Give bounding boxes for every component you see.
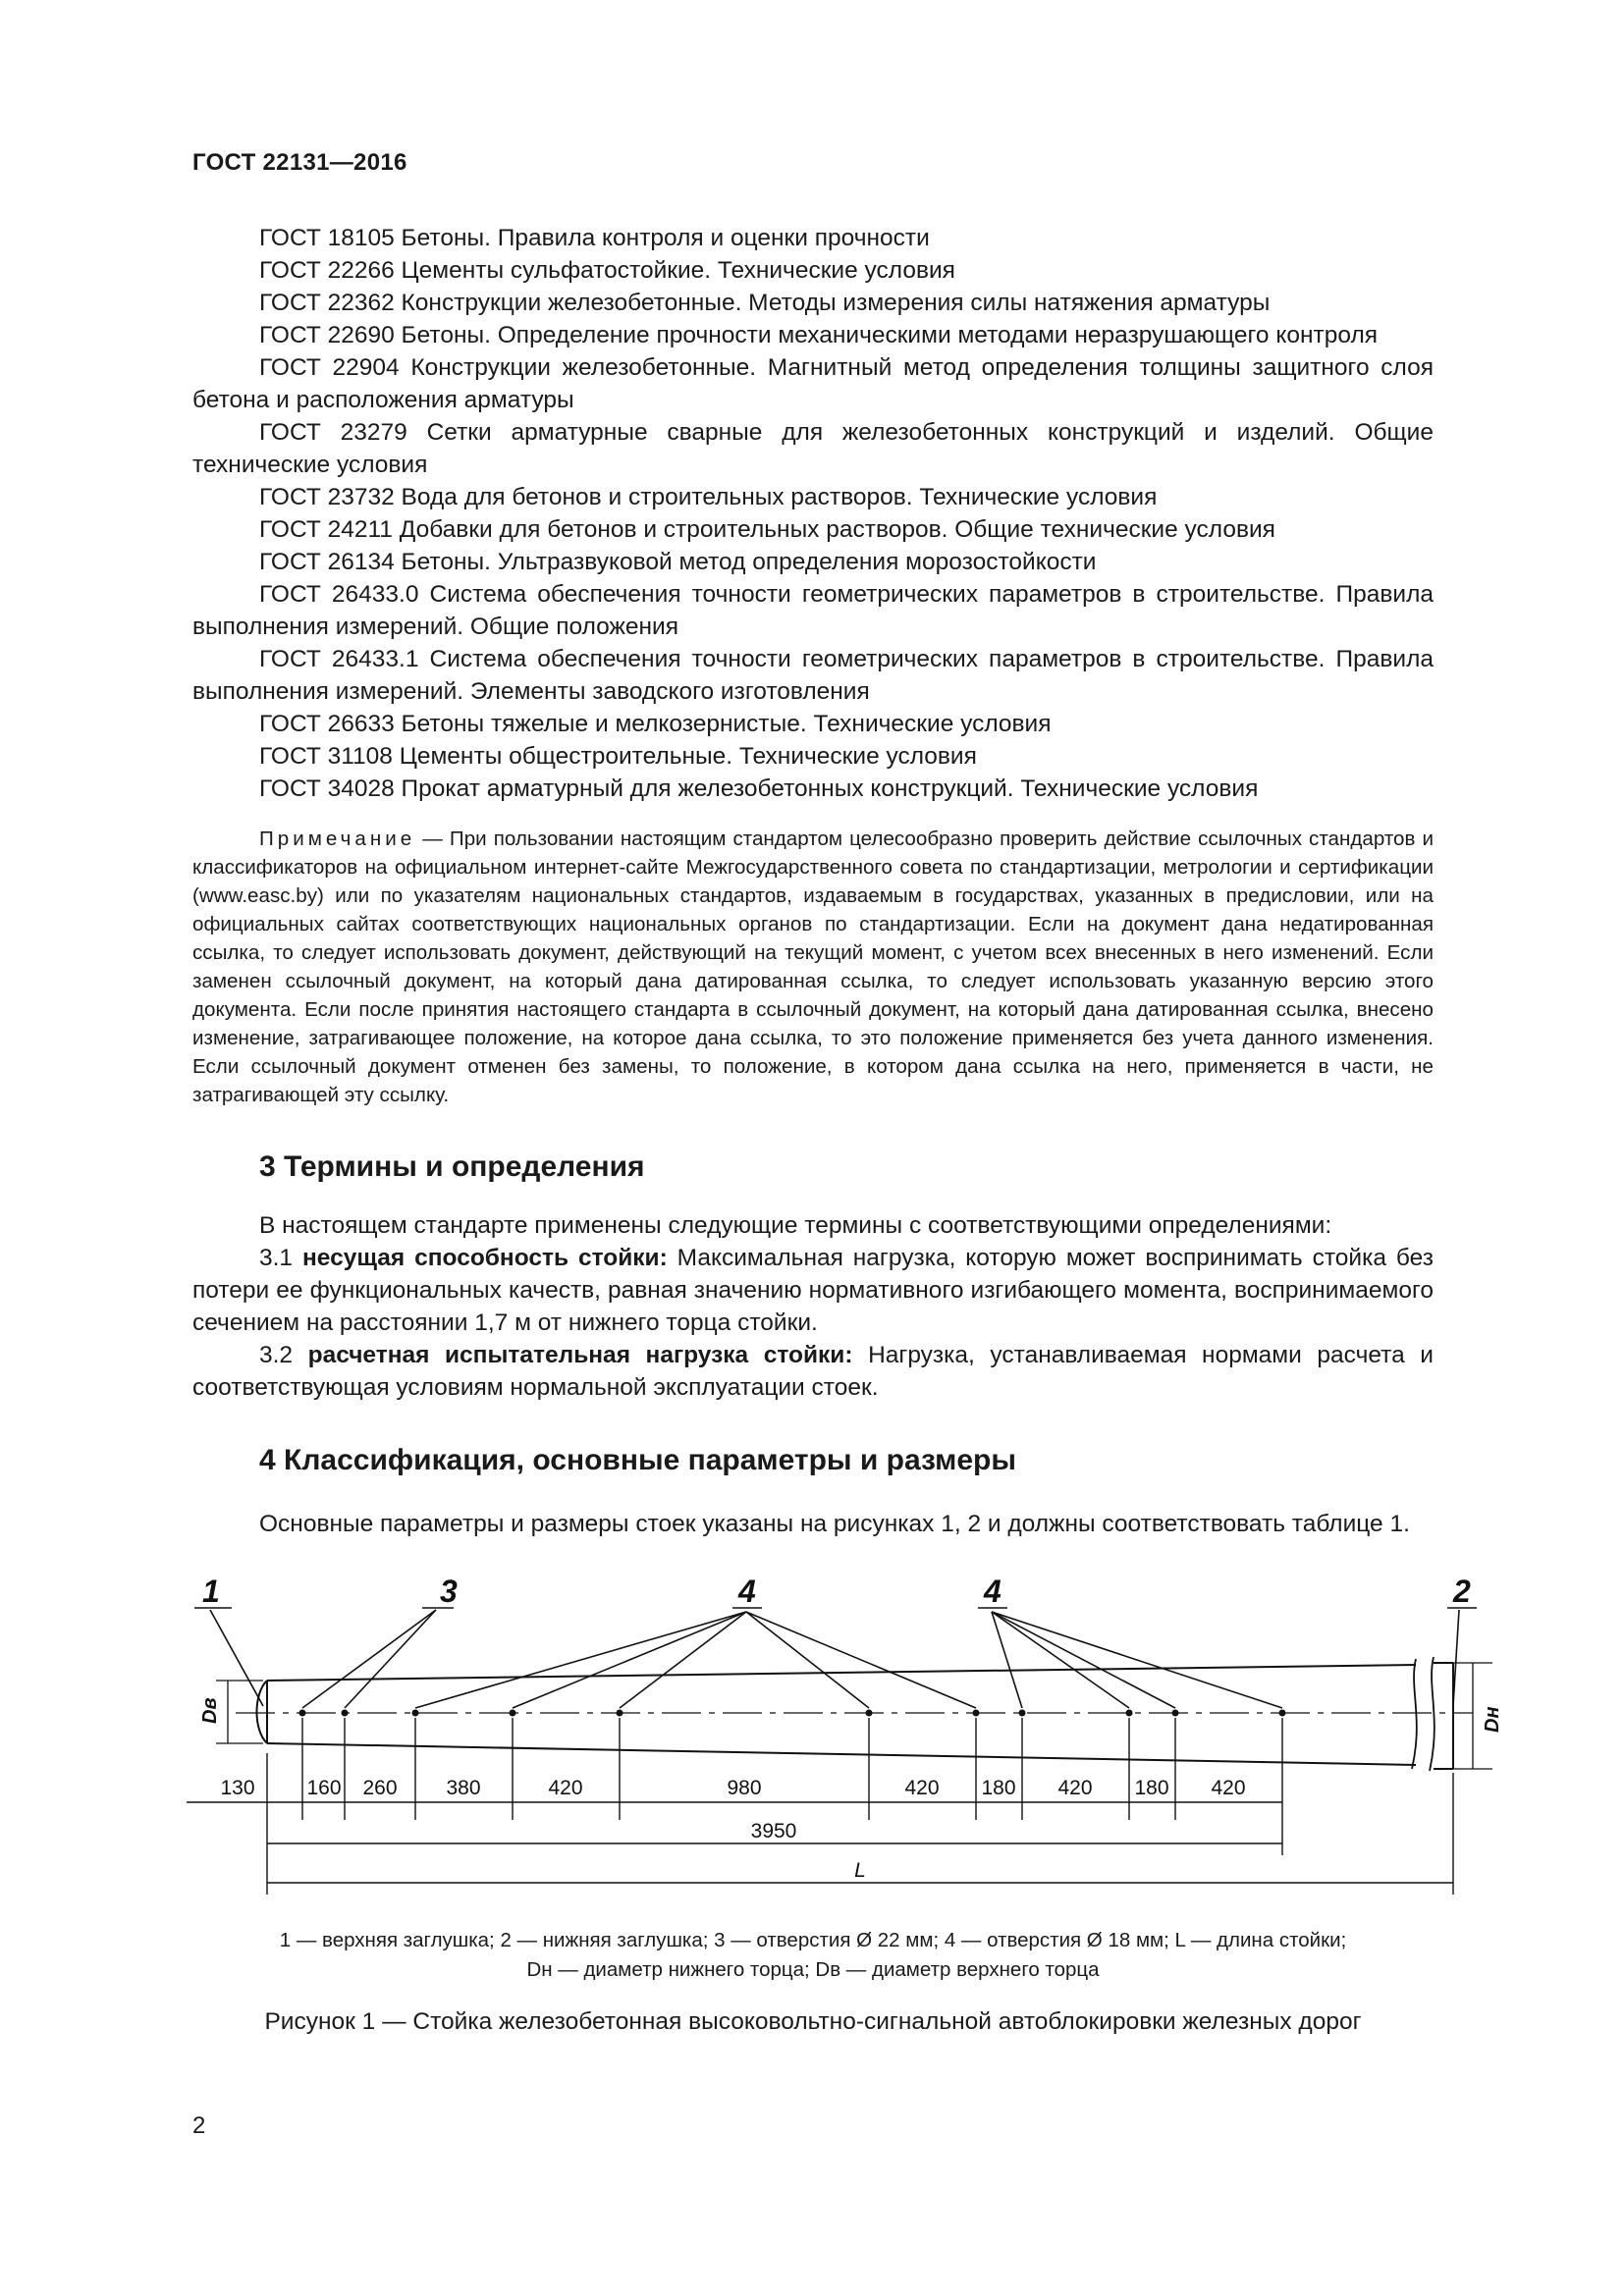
- legend-line: 1 — верхняя заглушка; 2 — нижняя заглушка; 3 — отверстия Ø 22 мм; 4 — отверстия Ø 18 мм; L — длина стойки;: [279, 1929, 1347, 1951]
- dim-length: L: [854, 1859, 866, 1882]
- reference-item: ГОСТ 26433.0 Система обеспечения точности геометрических параметров в строительстве. Правила выполнения измерений. Общие положения: [192, 581, 1434, 640]
- dim-180: 180: [981, 1777, 1016, 1799]
- note-dash: —: [415, 828, 450, 850]
- term-name: несущая способность стойки:: [301, 1245, 668, 1271]
- reference-item: ГОСТ 26433.1 Система обеспечения точности геометрических параметров в строительстве. Правила выполнения измерений. Элементы заводского изготовления: [192, 646, 1434, 705]
- reference-item: ГОСТ 22690 Бетоны. Определение прочности механическими методами неразрушающего контроля: [259, 322, 1379, 348]
- reference-item: ГОСТ 34028 Прокат арматурный для железобетонных конструкций. Технические условия: [259, 775, 1259, 802]
- reference-item: ГОСТ 23279 Сетки арматурные сварные для железобетонных конструкций и изделий. Общие технические условия: [192, 419, 1434, 478]
- note-text: При пользовании настоящим стандартом целесообразно проверить действие ссылочных стандартов и классификаторов на официальном интернет-сайте Межгосударственного совета по стандартизации, метрологии и сертификации (www.easc.by) или по указателям национальных стандартов, издаваемым в государствах, указанных в предисловии, или на официальных сайтах соответствующих национальных органов по стандартизации. Если на документ дана недатированная ссылка, то следует использовать документ, действующий на текущий момент, с учетом всех внесенных в него изменений. Если заменен ссылочный документ, на который дана датированная ссылка, то следует использовать указанную версию этого документа. Если после принятия настоящего стандарта в ссылочный документ, на который дана датированная ссылка, внесено изменение, затрагивающее положение, на которое дана ссылка, то это положение применяется без учета данного изменения. Если ссылочный документ отменен без замены, то положение, в котором дана ссылка на него, применяется в части, не затрагивающей эту ссылку.: [192, 828, 1434, 1106]
- dim-420: 420: [904, 1777, 940, 1799]
- dim-total: 3950: [750, 1820, 797, 1842]
- reference-item: ГОСТ 26633 Бетоны тяжелые и мелкозернистые. Технические условия: [259, 711, 1052, 737]
- figure-caption: Рисунок 1 — Стойка железобетонная высоковольтно-сигнальной автоблокировки железных дорог: [264, 2008, 1362, 2035]
- top-cap-1: [257, 1681, 268, 1743]
- dim-420: 420: [1057, 1777, 1093, 1799]
- dim-420: 420: [1211, 1777, 1246, 1799]
- pole-bottom-edge: [267, 1743, 1416, 1765]
- reference-item: ГОСТ 22362 Конструкции железобетонные. Методы измерения силы натяжения арматуры: [259, 290, 1271, 316]
- reference-item: ГОСТ 24211 Добавки для бетонов и строительных растворов. Общие технические условия: [259, 516, 1275, 543]
- callout-2: 2: [1453, 1574, 1471, 1609]
- callout-4: 4: [738, 1574, 756, 1609]
- section-3-body: [192, 1209, 1434, 1404]
- figure-legend: [192, 1926, 1434, 1985]
- legend-line: Dн — диаметр нижнего торца; Dв — диаметр верхнего торца: [526, 1958, 1100, 1981]
- dim-980: 980: [727, 1777, 762, 1799]
- break-line-left: [1412, 1659, 1417, 1769]
- dim-380: 380: [446, 1777, 481, 1799]
- note-block: [192, 825, 1434, 1109]
- term-definition: 3.2 расчетная испытательная нагрузка стойки: Нагрузка, устанавливаемая нормами расчета и соответствующая условиям нормальной эксплуатации стоек.: [192, 1342, 1434, 1401]
- break-line-right: [1430, 1657, 1435, 1771]
- callout-1: 1: [202, 1574, 220, 1609]
- term-name: расчетная испытательная нагрузка стойки:: [307, 1342, 853, 1368]
- callout-4b: 4: [984, 1574, 1001, 1609]
- reference-item: ГОСТ 26134 Бетоны. Ультразвуковой метод определения морозостойкости: [259, 549, 1097, 575]
- section-4-body: [192, 1508, 1434, 1540]
- page-number: 2: [192, 2112, 206, 2139]
- section-4-title: 4 Классификация, основные параметры и размеры: [259, 1444, 1017, 1476]
- reference-item: ГОСТ 22266 Цементы сульфатостойкие. Технические условия: [259, 257, 955, 284]
- dimension-chain: [187, 1718, 1453, 1895]
- document-header: ГОСТ 22131—2016: [192, 149, 407, 176]
- term-text: Нагрузка, устанавливаемая нормами расчета и соответствующая условиям нормальной эксплуатации стоек.: [192, 1342, 1434, 1401]
- reference-item: ГОСТ 23732 Вода для бетонов и строительных растворов. Технические условия: [259, 484, 1158, 510]
- section-3-intro: В настоящем стандарте применены следующие термины с соответствующими определениями:: [259, 1212, 1332, 1239]
- dim-260: 260: [362, 1777, 398, 1799]
- pole-drawing: [177, 1561, 1503, 1904]
- dim-160: 160: [306, 1777, 342, 1799]
- callout-3: 3: [440, 1574, 458, 1609]
- db-label: Dв: [199, 1697, 221, 1724]
- normative-references-list: [192, 222, 1434, 805]
- reference-item: ГОСТ 18105 Бетоны. Правила контроля и оценки прочности: [259, 225, 930, 251]
- reference-item: ГОСТ 31108 Цементы общестроительные. Технические условия: [259, 743, 977, 770]
- term-definition: 3.1 несущая способность стойки: Максимальная нагрузка, которую может воспринимать стойка без потери ее функциональных качеств, равная значению нормативного изгибающего момента, воспринимаемого сечением на расстоянии 1,7 м от нижнего торца стойки.: [192, 1245, 1434, 1336]
- figure-pole-drawing: [177, 1561, 1503, 1909]
- pole-top-edge: [267, 1665, 1416, 1681]
- section-4-intro: Основные параметры и размеры стоек указаны на рисунках 1, 2 и должны соответствовать таблице 1.: [259, 1511, 1410, 1537]
- dn-label: Dн: [1482, 1706, 1503, 1733]
- dim-130: 130: [220, 1777, 255, 1799]
- dim-180: 180: [1134, 1777, 1169, 1799]
- section-3-title: 3 Термины и определения: [259, 1150, 645, 1183]
- dim-420: 420: [548, 1777, 583, 1799]
- reference-item: ГОСТ 22904 Конструкции железобетонные. Магнитный метод определения толщины защитного слоя бетона и расположения арматуры: [192, 354, 1434, 413]
- leader-lines: [194, 1608, 1477, 1708]
- note-label: Примечание: [259, 828, 416, 850]
- term-text: Максимальная нагрузка, которую может воспринимать стойка без потери ее функциональных качеств, равная значению нормативного изгибающего момента, воспринимаемого сечением на расстоянии 1,7 м от нижнего торца стойки.: [192, 1245, 1434, 1336]
